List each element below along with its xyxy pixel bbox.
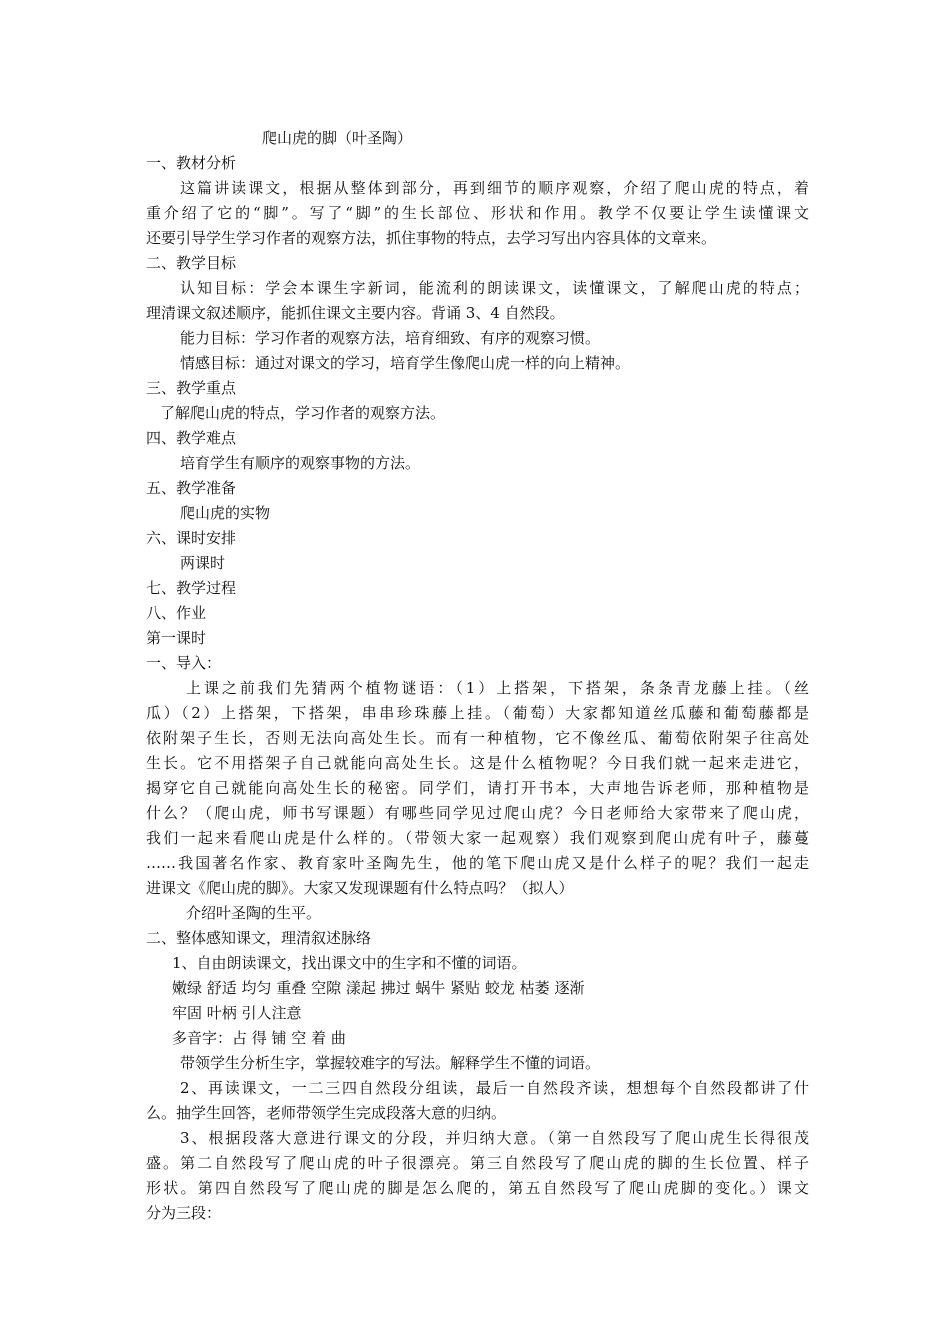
paragraph-line: 2、再读课文，一二三四自然段分组读，最后一自然段齐读，想想每个自然段都讲了什 [180, 1079, 809, 1097]
document-title: 爬山虎的脚（叶圣陶） [262, 129, 413, 147]
polyphone-line: 多音字：占 得 铺 空 着 曲 [172, 1029, 346, 1047]
section-heading: 一、教材分析 [146, 154, 237, 172]
paragraph-line: 瓜）（2）上搭架，下搭架，串串珍珠藤上挂。（葡萄）大家都知道丝瓜藤和葡萄藤都是 [146, 704, 809, 722]
vocabulary-line: 牢固 叶柄 引人注意 [172, 1004, 302, 1022]
vocabulary-line: 嫩绿 舒适 均匀 重叠 空隙 漾起 拂过 蜗牛 紧贴 蛟龙 枯萎 逐渐 [172, 979, 585, 997]
paragraph-line: 我们一起来看爬山虎是什么样的。（带领大家一起观察）我们观察到爬山虎有叶子，藤蔓 [146, 829, 809, 847]
paragraph-line: 3、根据段落大意进行课文的分段，并归纳大意。（第一自然段写了爬山虎生长得很茂 [180, 1129, 809, 1147]
paragraph-line: 理清课文叙述顺序，能抓住课文主要内容。背诵 3、4 自然段。 [146, 304, 565, 322]
paragraph-line: 这篇讲读课文，根据从整体到部分，再到细节的顺序观察，介绍了爬山虎的特点，着 [180, 179, 809, 197]
paragraph-line: 么。抽学生回答，老师带领学生完成段落大意的归纳。 [146, 1104, 507, 1122]
paragraph-line: ……我国著名作家、教育家叶圣陶先生，他的笔下爬山虎又是什么样子的呢？我们一起走 [146, 854, 809, 872]
paragraph-line: 形状。第四自然段写了爬山虎的脚是怎么爬的，第五自然段写了爬山虎脚的变化。）课文 [146, 1179, 809, 1197]
section-heading: 七、教学过程 [146, 579, 237, 597]
section-heading: 三、教学重点 [146, 379, 237, 397]
paragraph-line: 1、自由朗读课文，找出课文中的生字和不懂的词语。 [172, 954, 527, 972]
paragraph-line: 爬山虎的实物 [180, 504, 271, 522]
section-heading: 二、整体感知课文，理清叙述脉络 [146, 929, 372, 947]
paragraph-line: 带领学生分析生字，掌握较难字的写法。解释学生不懂的词语。 [180, 1054, 601, 1072]
paragraph-line: 生长。它不用搭架子自己就能向高处生长。这是什么植物呢？今日我们就一起来走进它， [146, 754, 809, 772]
paragraph-line: 情感目标：通过对课文的学习，培育学生像爬山虎一样的向上精神。 [180, 354, 631, 372]
section-heading: 四、教学难点 [146, 429, 237, 447]
paragraph-line: 揭穿它自己就能向高处生长的秘密。同学们，请打开书本，大声地告诉老师，那种植物是 [146, 779, 809, 797]
paragraph-line: 培育学生有顺序的观察事物的方法。 [180, 454, 421, 472]
paragraph-line: 分为三段： [146, 1204, 222, 1222]
paragraph-line: 依附架子生长，否则无法向高处生长。而有一种植物，它不像丝瓜、葡萄依附架子往高处 [146, 729, 809, 747]
section-heading: 第一课时 [146, 629, 207, 647]
paragraph-line: 什么？（爬山虎，师书写课题）有哪些同学见过爬山虎？今日老师给大家带来了爬山虎， [146, 804, 809, 822]
paragraph-line: 介绍叶圣陶的生平。 [186, 904, 322, 922]
section-heading: 一、导入： [146, 654, 222, 672]
section-heading: 二、教学目标 [146, 254, 237, 272]
paragraph-line: 还要引导学生学习作者的观察方法，抓住事物的特点，去学习写出内容具体的文章来。 [146, 229, 717, 247]
section-heading: 六、课时安排 [146, 529, 237, 547]
paragraph-line: 了解爬山虎的特点，学习作者的观察方法。 [160, 404, 446, 422]
paragraph-line: 能力目标：学习作者的观察方法，培育细致、有序的观察习惯。 [180, 329, 601, 347]
section-heading: 八、作业 [146, 604, 207, 622]
section-heading: 五、教学准备 [146, 479, 237, 497]
paragraph-line: 上课之前我们先猜两个植物谜语：（1）上搭架，下搭架，条条青龙藤上挂。（丝 [186, 679, 809, 697]
paragraph-line: 重介绍了它的“脚”。写了“脚”的生长部位、形状和作用。教学不仅要让学生读懂课文 [146, 204, 809, 222]
paragraph-line: 进课文《爬山虎的脚》。大家又发现课题有什么特点吗？（拟人） [146, 879, 574, 897]
paragraph-line: 盛。第二自然段写了爬山虎的叶子很漂亮。第三自然段写了爬山虎的脚的生长位置、样子 [146, 1154, 809, 1172]
paragraph-line: 认知目标：学会本课生字新词，能流利的朗读课文，读懂课文，了解爬山虎的特点； [180, 279, 809, 297]
paragraph-line: 两课时 [180, 554, 226, 572]
